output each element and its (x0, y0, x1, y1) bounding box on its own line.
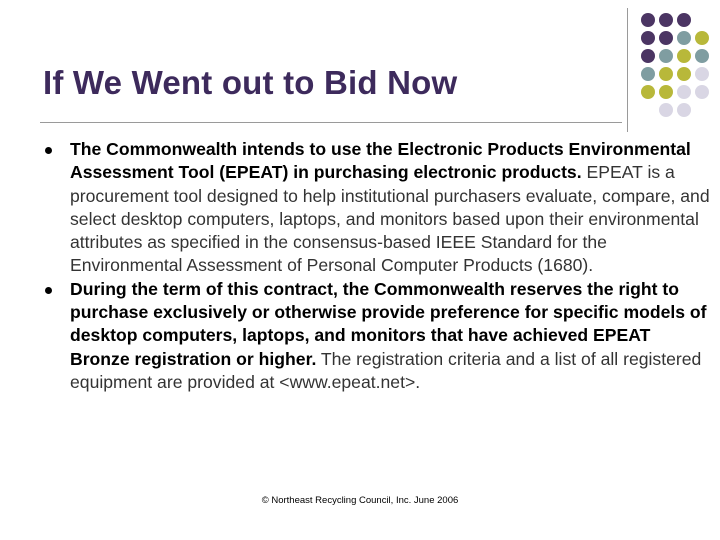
dot-purple (641, 49, 655, 63)
dot-purple (641, 31, 655, 45)
bullet-item (43, 278, 713, 394)
dot-purple (659, 31, 673, 45)
dot-purple (659, 13, 673, 27)
bullet-normal-text: The registration criteria and a list of all registered equipment are provided at <www.epeat.net>. (70, 348, 702, 392)
dot-purple (677, 13, 691, 27)
dot-teal (677, 31, 691, 45)
dot-olive (677, 49, 691, 63)
dot-teal (695, 49, 709, 63)
dot-teal (659, 49, 673, 63)
dot-olive (695, 31, 709, 45)
bullet-icon (45, 287, 52, 294)
dot-teal (641, 67, 655, 81)
title-divider (40, 122, 622, 123)
dot-lavender (677, 103, 691, 117)
bullet-normal-text: EPEAT is a procurement tool designed to help institutional purchasers evaluate, compare, and select desktop computers, laptops, and monitors based upon their environmental attributes as specified in the consensus-based IEEE Standard for the Environmental Assessment of Personal Computer Products (1680). (70, 162, 710, 276)
dot-lavender (659, 103, 673, 117)
slide-title: If We Went out to Bid Now (43, 64, 458, 101)
footer-copyright: © Northeast Recycling Council, Inc. June 2006 (261, 495, 459, 506)
dot-lavender (677, 85, 691, 99)
dot-olive (659, 85, 673, 99)
bullet-bold-text: During the term of this contract, the Commonwealth reserves the right to purchase exclusively or otherwise provide preference for specific models of desktop computers, laptops, and monitors that have achieved EPEAT Bronze registration or higher. (70, 278, 707, 369)
dot-lavender (695, 67, 709, 81)
bullet-item (43, 138, 713, 278)
bullet-list (43, 138, 713, 394)
dot-olive (677, 67, 691, 81)
dot-lavender (695, 85, 709, 99)
vertical-divider (627, 8, 628, 132)
bullet-icon (45, 147, 52, 154)
dot-purple (641, 13, 655, 27)
bullet-bold-text: The Commonwealth intends to use the Electronic Products Environmental Assessment Tool (EPEAT) in purchasing electronic products. (70, 139, 691, 183)
dot-olive (641, 85, 655, 99)
dot-olive (659, 67, 673, 81)
